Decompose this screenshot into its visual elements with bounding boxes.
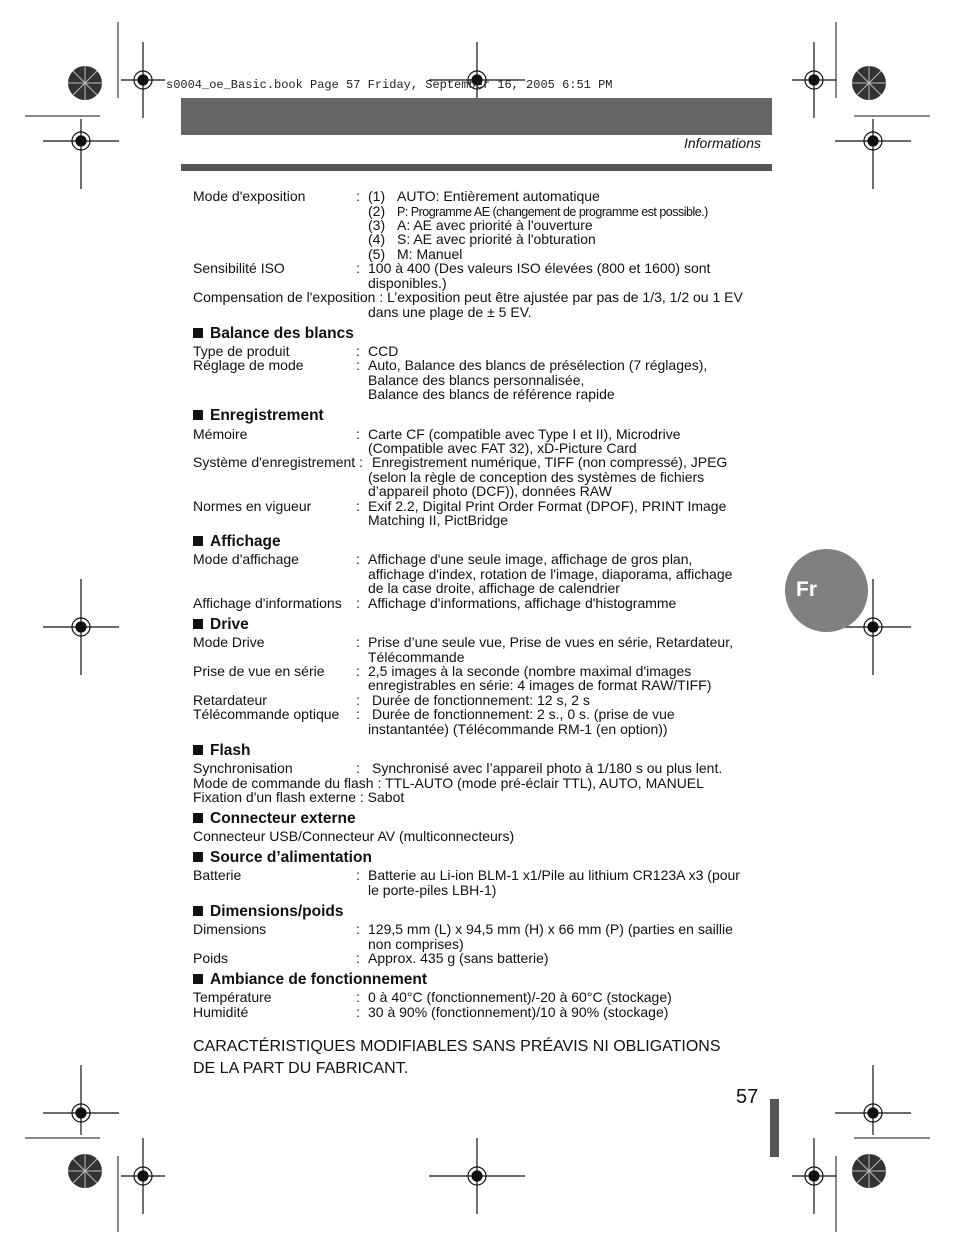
colon: : <box>356 551 360 567</box>
bullet-square-icon <box>193 906 203 916</box>
bullet-square-icon <box>193 536 203 546</box>
colon: : <box>356 760 360 776</box>
heading-dimensions: Dimensions/poids <box>193 903 344 921</box>
drive-mode-line2: Télécommande <box>368 649 465 665</box>
notice-line1: CARACTÉRISTIQUES MODIFIABLES SANS PRÉAVIS NI OBLIGATIONS <box>193 1038 721 1055</box>
exposure-compensation: Compensation de l'exposition : L’exposition peut être ajustée par pas de 1/3, 1/2 ou 1 EV <box>193 289 743 305</box>
product-type-value: CCD <box>368 343 399 359</box>
wb-mode-line2: Balance des blancs personnalisée, <box>368 372 585 388</box>
info-display-label: Affichage d'informations <box>193 595 342 611</box>
exposure-mode-1: (1) AUTO: Entièrement automatique <box>368 188 600 204</box>
header-rule <box>181 164 772 171</box>
remote-line2: instantantée) (Télécommande RM-1 (en option)) <box>368 721 668 737</box>
flash-mount: Fixation d'un flash externe : Sabot <box>193 789 405 805</box>
colon: : <box>356 1004 360 1020</box>
colon: : <box>356 692 360 708</box>
header-band <box>181 98 772 135</box>
burst-line1: 2,5 images à la seconde (nombre maximal d'images <box>368 663 692 679</box>
heading-flash: Flash <box>193 742 250 760</box>
memory-line1: Carte CF (compatible avec Type I et II), Microdrive <box>368 426 681 442</box>
recording-system-label: Système d'enregistrement : <box>193 454 363 470</box>
temperature-label: Température <box>193 989 272 1005</box>
exposure-mode-2: (2) P: Programme AE (changement de programme est possible.) <box>368 203 708 219</box>
bullet-square-icon <box>193 852 203 862</box>
colon: : <box>356 595 360 611</box>
dimensions-line2: non comprises) <box>368 936 464 952</box>
wb-mode-label: Réglage de mode <box>193 357 304 373</box>
flash-sync-value: Synchronisé avec l’appareil photo à 1/180 s ou plus lent. <box>372 760 723 776</box>
weight-label: Poids <box>193 950 229 966</box>
standards-line2: Matching II, PictBridge <box>368 512 509 528</box>
wb-mode-line1: Auto, Balance des blancs de présélection (7 réglages), <box>368 357 708 373</box>
battery-line1: Batterie au Li-ion BLM-1 x1/Pile au lithium CR123A x3 (pour <box>368 867 740 883</box>
humidity-value: 30 à 90% (fonctionnement)/10 à 90% (stockage) <box>368 1004 669 1020</box>
colon: : <box>356 989 360 1005</box>
product-type-label: Type de produit <box>193 343 290 359</box>
bullet-square-icon <box>193 410 203 420</box>
display-mode-label: Mode d'affichage <box>193 551 299 567</box>
memory-line2: (Compatible avec FAT 32), xD-Picture Card <box>368 440 637 456</box>
bullet-square-icon <box>193 328 203 338</box>
recording-system-line1: Enregistrement numérique, TIFF (non compressé), JPEG <box>372 454 728 470</box>
connector-line: Connecteur USB/Connecteur AV (multiconnecteurs) <box>193 828 515 844</box>
info-display-value: Affichage d'informations, affichage d'histogramme <box>368 595 677 611</box>
wb-mode-line3: Balance des blancs de référence rapide <box>368 386 615 402</box>
exposure-compensation-line2: dans une plage de ± 5 EV. <box>368 304 532 320</box>
heading-connector: Connecteur externe <box>193 810 356 828</box>
colon: : <box>356 426 360 442</box>
colon: : <box>356 634 360 650</box>
heading-environment: Ambiance de fonctionnement <box>193 971 427 989</box>
iso-value-line1: 100 à 400 (Des valeurs ISO élevées (800 et 1600) sont <box>368 260 711 276</box>
memory-label: Mémoire <box>193 426 248 442</box>
drive-mode-line1: Prise d’une seule vue, Prise de vues en série, Retardateur, <box>368 634 733 650</box>
display-mode-line1: Affichage d'une seule image, affichage de gros plan, <box>368 551 693 567</box>
drive-mode-label: Mode Drive <box>193 634 265 650</box>
exposure-mode-5: (5) M: Manuel <box>368 246 463 262</box>
bullet-square-icon <box>193 974 203 984</box>
weight-value: Approx. 435 g (sans batterie) <box>368 950 549 966</box>
page-number-bar <box>770 1099 779 1157</box>
dimensions-label: Dimensions <box>193 921 267 937</box>
iso-value-line2: disponibles.) <box>368 275 447 291</box>
burst-label: Prise de vue en série <box>193 663 325 679</box>
colon: : <box>356 950 360 966</box>
self-timer-value: Durée de fonctionnement: 12 s, 2 s <box>372 692 590 708</box>
bullet-square-icon <box>193 745 203 755</box>
colon: : <box>356 921 360 937</box>
standards-line1: Exif 2.2, Digital Print Order Format (DPOF), PRINT Image <box>368 498 727 514</box>
notice-line2: DE LA PART DU FABRICANT. <box>193 1060 409 1077</box>
exposure-mode-label: Mode d'exposition <box>193 188 306 204</box>
battery-label: Batterie <box>193 867 242 883</box>
language-tab-label: Fr <box>796 578 817 601</box>
bullet-square-icon <box>193 813 203 823</box>
battery-line2: le porte-piles LBH-1) <box>368 882 497 898</box>
display-mode-line2: affichage d'index, rotation de l'image, diaporama, affichage <box>368 566 733 582</box>
heading-white-balance: Balance des blancs <box>193 325 354 343</box>
colon: : <box>356 498 360 514</box>
remote-label: Télécommande optique <box>193 706 340 722</box>
recording-system-line2: (selon la règle de conception des systèmes de fichiers <box>368 469 705 485</box>
section-title: Informations <box>683 135 761 151</box>
remote-line1: Durée de fonctionnement: 2 s., 0 s. (prise de vue <box>372 706 675 722</box>
humidity-label: Humidité <box>193 1004 249 1020</box>
recording-system-line3: d’appareil photo (DCF)), données RAW <box>368 483 612 499</box>
burst-line2: enregistrables en série: 4 images de format RAW/TIFF) <box>368 677 712 693</box>
exposure-mode-4: (4) S: AE avec priorité à l'obturation <box>368 231 596 247</box>
flash-sync-label: Synchronisation <box>193 760 293 776</box>
self-timer-label: Retardateur <box>193 692 267 708</box>
dimensions-line1: 129,5 mm (L) x 94,5 mm (H) x 66 mm (P) (parties en saillie <box>368 921 733 937</box>
bullet-square-icon <box>193 619 203 629</box>
standards-label: Normes en vigueur <box>193 498 312 514</box>
colon: : <box>356 260 360 276</box>
colon: : <box>356 867 360 883</box>
heading-display: Affichage <box>193 533 281 551</box>
flash-control-mode: Mode de commande du flash : TTL-AUTO (mode pré-éclair TTL), AUTO, MANUEL <box>193 775 704 791</box>
display-mode-line3: de la case droite, affichage de calendrier <box>368 580 620 596</box>
specification-notice <box>193 1036 721 1080</box>
exposure-mode-3: (3) A: AE avec priorité à l'ouverture <box>368 217 593 233</box>
colon: : <box>356 357 360 373</box>
colon: : <box>356 663 360 679</box>
temperature-value: 0 à 40°C (fonctionnement)/-20 à 60°C (stockage) <box>368 989 672 1005</box>
iso-label: Sensibilité ISO <box>193 260 285 276</box>
heading-power: Source d’alimentation <box>193 849 372 867</box>
colon: : <box>356 706 360 722</box>
page-number: 57 <box>736 1086 759 1108</box>
heading-recording: Enregistrement <box>193 407 324 425</box>
book-file-line: s0004_oe_Basic.book Page 57 Friday, September 16, 2005 6:51 PM <box>166 78 613 92</box>
language-tab <box>785 549 868 632</box>
colon: : <box>356 188 360 204</box>
colon: : <box>356 343 360 359</box>
heading-drive: Drive <box>193 616 249 634</box>
